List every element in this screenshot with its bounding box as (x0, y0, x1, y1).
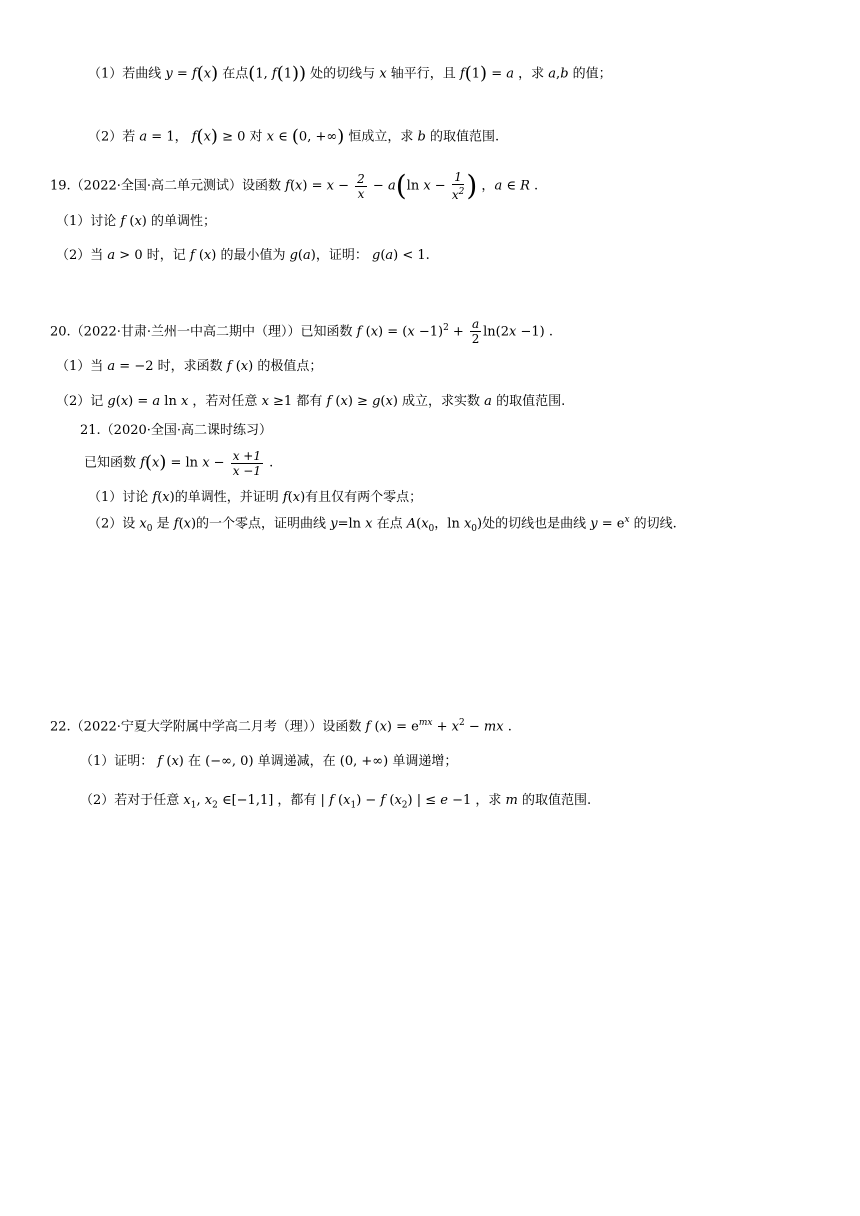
q21-part1: （1）讨论 f(x)的单调性，并证明 f(x)有且仅有两个零点； (88, 490, 423, 505)
q19-part2: （2）当 a > 0 时，记 f (x) 的最小值为 g(a)，证明： g(a) < 1. (56, 248, 430, 263)
q20-part2: （2）记 g(x) = a ln x ，若对任意 x ≥1 都有 f (x) ≥ g(x) 成立，求实数 a 的取值范围. (56, 394, 566, 409)
q21-part2: （2）设 $x_0$ 是 f(x)的一个零点，证明曲线 y=ln x 在点 $A(x_0$，$\ln x_0$)处的切线也是曲线 $y = e^x$ 的切线. (88, 515, 677, 534)
q19-stem: 19.（2022·全国·高二单元测试）设函数 f(x) = x − $\frac{2}{x}$ − a(ln x − $\frac{1}{x^2}$ ) ，a ∈ R . (50, 169, 539, 202)
q22-stem: 22.（2022·宁夏大学附属中学高二月考（理））设函数 f $(x) = e^{mx} + x^2$ − mx . (50, 718, 512, 735)
q19-part1: （1）讨论 f (x) 的单调性； (56, 214, 216, 229)
q18-part2: （2）若 a = 1， f(x) ≥ 0 对 x ∈ (0, +∞) 恒成立，求 b 的取值范围. (88, 126, 500, 147)
q21-head: 21.（2020·全国·高二课时练习） (80, 423, 273, 438)
q18-part1: （1）若曲线 y = f(x) 在点(1, f(1)) 处的切线与 x 轴平行，且 f(1) = a ，求 a,b 的值； (88, 63, 612, 84)
q20-stem: 20.（2022·甘肃·兰州一中高二期中（理））已知函数 f $(x) = (x -1)^2$ + $\frac{a}{2}$ ln(2x −1) . (50, 317, 553, 347)
q20-part1: （1）当 a = −2 时，求函数 f (x) 的极值点； (56, 359, 323, 374)
q21-stem: 已知函数 f(x) = ln x − $\frac{x +1}{x -1}$ . (84, 448, 274, 478)
q22-part1: （1）证明： f (x) 在 (−∞, 0) 单调递减，在 (0, +∞) 单调递增； (80, 754, 458, 769)
q22-part2: （2）若对于任意 $x_1$, $x_2$ ∈[−1,1] ，都有 | f $(x_1) - f$ $(x_2)$ | ≤ e −1 ，求 m 的取值范围. (80, 793, 592, 811)
